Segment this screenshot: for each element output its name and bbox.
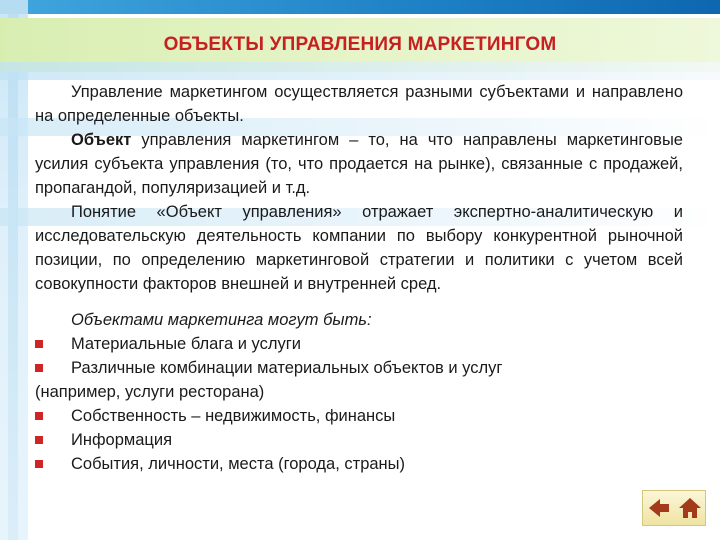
navigation-buttons bbox=[642, 490, 706, 526]
list-item: События, личности, места (города, страны) bbox=[35, 452, 683, 476]
bullet-icon bbox=[35, 412, 43, 420]
object-term: Объект bbox=[71, 131, 132, 149]
paragraph-2: Объект управления маркетингом – то, на что направлены маркетинговые усилия субъекта управления (то, что продается на рынке), связанные с продажей, пропагандой, популяризацией и т.д. bbox=[35, 131, 683, 197]
home-icon[interactable] bbox=[678, 497, 702, 519]
slide-content bbox=[35, 80, 683, 476]
left-decor-stripe bbox=[8, 0, 18, 540]
bullet-icon bbox=[35, 436, 43, 444]
top-decor-corner bbox=[0, 0, 28, 14]
bullet-icon bbox=[35, 364, 43, 372]
bullet-icon bbox=[35, 340, 43, 348]
paragraph-3: Понятие «Объект управления» отражает экспертно-аналитическую и исследовательскую деятельность компании по выбору конкурентной рыночной позиции, по определению маркетинговой стратегии и политики с учетом всей совокупности факторов внешней и внутренней сред. bbox=[35, 203, 683, 293]
list-heading: Объектами маркетинга могут быть: bbox=[71, 311, 372, 329]
bullet-icon bbox=[35, 460, 43, 468]
list-item: Материальные блага и услуги bbox=[35, 332, 683, 356]
title-band-lower bbox=[0, 62, 720, 80]
paragraph-1: Управление маркетингом осуществляется разными субъектами и направлено на определенные объекты. bbox=[35, 83, 683, 125]
top-decor-bar bbox=[28, 0, 720, 14]
list-item: Информация bbox=[35, 428, 683, 452]
list-item: Собственность – недвижимость, финансы bbox=[35, 404, 683, 428]
list-item-continuation: (например, услуги ресторана) bbox=[35, 383, 265, 401]
slide-title: ОБЪЕКТЫ УПРАВЛЕНИЯ МАРКЕТИНГОМ bbox=[163, 34, 557, 55]
back-arrow-icon[interactable] bbox=[647, 497, 671, 519]
list-item: Различные комбинации материальных объектов и услуг bbox=[35, 356, 683, 380]
